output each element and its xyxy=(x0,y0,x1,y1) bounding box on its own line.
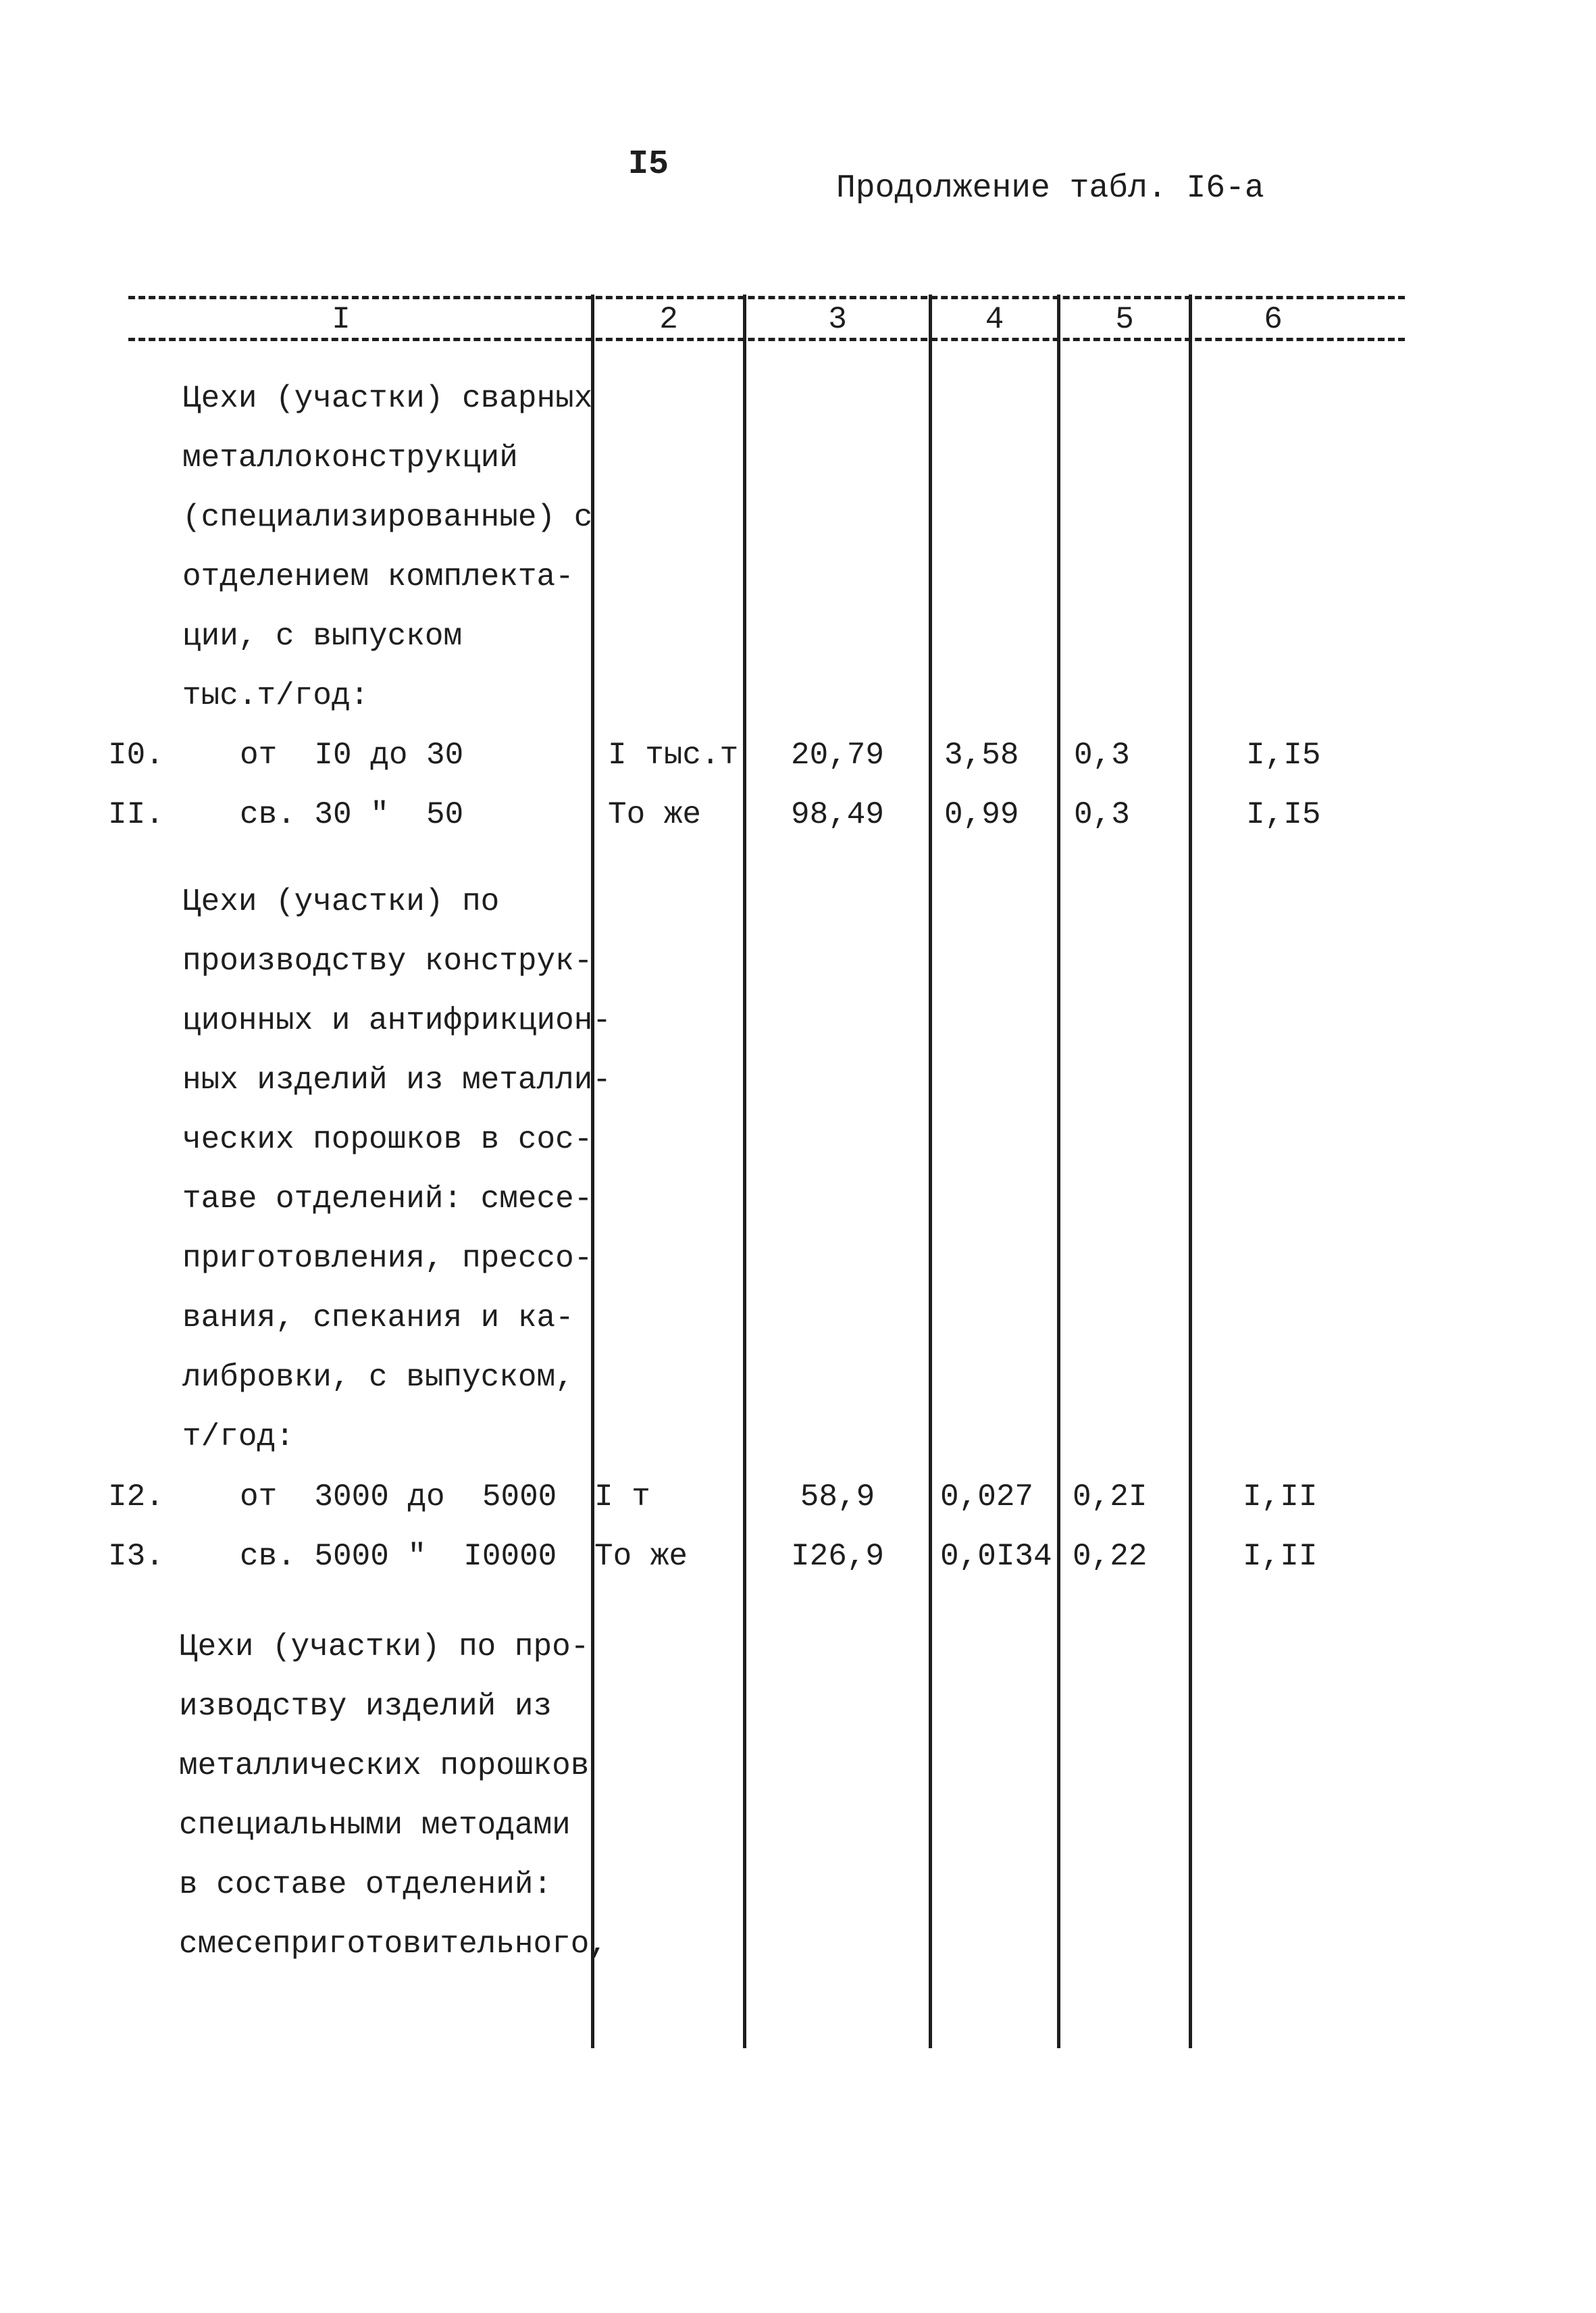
table-continuation-title: Продолжение табл. I6-а xyxy=(836,170,1264,207)
row-value-col6: I,I5 xyxy=(1246,797,1321,832)
section-2-line: ционных и антифрикцион- xyxy=(182,1003,611,1038)
section-1-line: тыс.т/год: xyxy=(182,678,369,713)
column-separator xyxy=(1189,295,1192,2048)
section-1-line: Цехи (участки) сварных xyxy=(182,381,593,416)
column-separator xyxy=(591,295,594,2048)
row-unit: То же xyxy=(594,1539,688,1574)
section-3-line: металлических порошков xyxy=(179,1748,590,1783)
row-value-col6: I,I5 xyxy=(1246,738,1321,773)
row-value-col5: 0,2I xyxy=(1073,1479,1148,1515)
row-value-col4: 0,027 xyxy=(940,1479,1034,1515)
column-separator xyxy=(929,295,932,2048)
section-2-line: вания, спекания и ка- xyxy=(182,1300,574,1336)
section-2-line: таве отделений: смесе- xyxy=(182,1181,593,1217)
section-3-line: специальными методами xyxy=(179,1808,571,1843)
section-2-line: ческих порошков в сос- xyxy=(182,1122,593,1157)
column-header-1: I xyxy=(332,302,351,337)
section-1-line: отделением комплекта- xyxy=(182,559,574,594)
row-value-col4: 3,58 xyxy=(944,738,1019,773)
column-separator xyxy=(743,295,746,2048)
row-value-col3: 98,49 xyxy=(790,797,885,832)
column-header-2: 2 xyxy=(659,302,678,337)
row-number: II. xyxy=(108,797,164,832)
row-unit: I т xyxy=(594,1479,650,1515)
section-1-line: (специализированные) с xyxy=(182,500,593,535)
row-unit: I тыс.т xyxy=(608,738,739,773)
section-3-line: Цехи (участки) по про- xyxy=(179,1629,590,1664)
section-2-line: т/год: xyxy=(182,1419,294,1454)
section-2-line: Цехи (участки) по xyxy=(182,884,500,919)
page-number: I5 xyxy=(628,145,669,184)
row-number: I2. xyxy=(108,1479,164,1515)
column-separator xyxy=(1057,295,1060,2048)
row-value-col4: 0,99 xyxy=(944,797,1019,832)
section-1-line: ции, с выпуском xyxy=(182,619,463,654)
row-value-col5: 0,3 xyxy=(1074,797,1130,832)
section-2-line: приготовления, прессо- xyxy=(182,1241,593,1276)
row-unit: То же xyxy=(608,797,702,832)
row-value-col3: I26,9 xyxy=(790,1539,885,1574)
row-value-col4: 0,0I34 xyxy=(940,1539,1052,1574)
section-3-line: смесеприготовительного, xyxy=(179,1927,608,1962)
section-2-line: ных изделий из металли- xyxy=(182,1063,611,1098)
column-header-6: 6 xyxy=(1264,302,1283,337)
section-3-line: в составе отделений: xyxy=(179,1867,552,1902)
row-value-col5: 0,3 xyxy=(1074,738,1130,773)
column-header-5: 5 xyxy=(1115,302,1134,337)
row-value-col6: I,II xyxy=(1243,1539,1318,1574)
column-header-4: 4 xyxy=(985,302,1004,337)
row-name: от I0 до 30 xyxy=(240,738,464,773)
row-name: от 3000 до 5000 xyxy=(240,1479,557,1515)
row-value-col3: 20,79 xyxy=(790,738,885,773)
column-header-3: 3 xyxy=(828,302,847,337)
row-value-col6: I,II xyxy=(1243,1479,1318,1515)
row-number: I0. xyxy=(108,738,164,773)
row-value-col3: 58,9 xyxy=(800,1479,875,1515)
section-3-line: изводству изделий из xyxy=(179,1689,552,1724)
row-value-col5: 0,22 xyxy=(1073,1539,1148,1574)
row-name: св. 5000 " I0000 xyxy=(240,1539,557,1574)
header-rule-top xyxy=(128,296,1405,299)
section-1-line: металлоконструкций xyxy=(182,440,518,476)
row-name: св. 30 " 50 xyxy=(240,797,464,832)
section-2-line: производству конструк- xyxy=(182,944,593,979)
row-number: I3. xyxy=(108,1539,164,1574)
header-rule-bottom xyxy=(128,338,1405,341)
section-2-line: либровки, с выпуском, xyxy=(182,1360,574,1395)
